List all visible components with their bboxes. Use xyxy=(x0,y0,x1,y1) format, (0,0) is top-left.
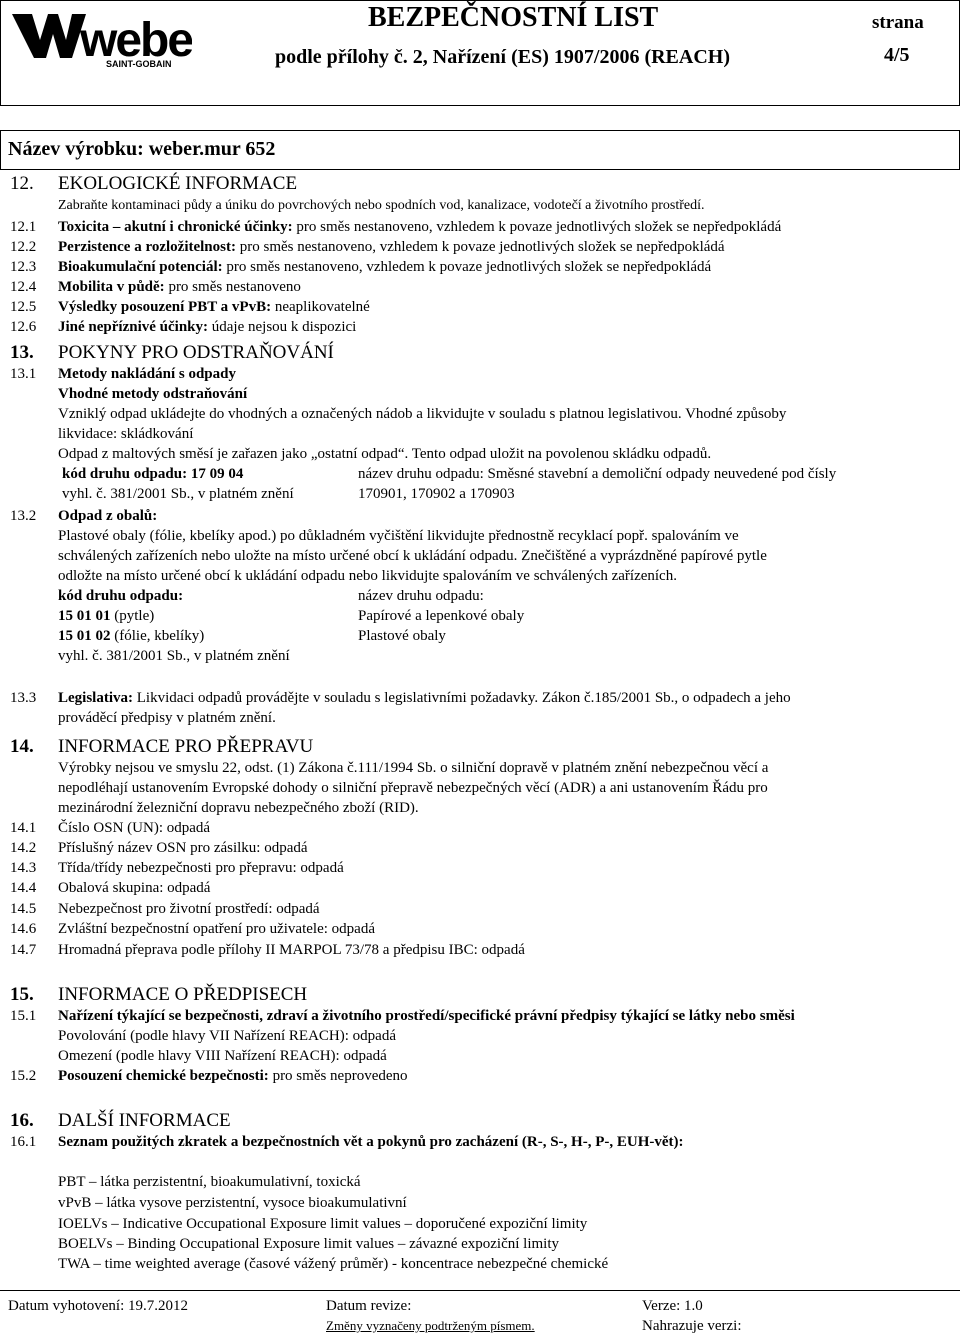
s14-4-num: 14.4 xyxy=(10,880,37,896)
s12-3-num: 12.3 xyxy=(10,259,37,275)
abbr-item: PBT – látka perzistentní, bioakumulativní, toxická xyxy=(58,1174,361,1190)
footer-date-revised: Datum revize: xyxy=(326,1298,412,1314)
s16-title: DALŠÍ INFORMACE xyxy=(58,1110,231,1131)
s13-1-p1b: likvidace: skládkování xyxy=(58,426,194,442)
s13-1-sub: Vhodné metody odstraňování xyxy=(58,386,248,402)
s12-4-num: 12.4 xyxy=(10,279,37,295)
s14-4-text: Obalová skupina: odpadá xyxy=(58,880,211,896)
logo-subtext: SAINT-GOBAIN xyxy=(106,59,172,68)
s15-1-num: 15.1 xyxy=(10,1008,37,1024)
s13-2-row-1-name: Papírové a lepenkové obaly xyxy=(358,608,525,624)
s12-5-num: 12.5 xyxy=(10,299,37,315)
weber-logo xyxy=(10,10,192,68)
s14-2-text: Příslušný název OSN pro zásilku: odpadá xyxy=(58,840,308,856)
abbr-item: TWA – time weighted average (časové vážený průměr) - koncentrace nebezpečné chemické xyxy=(58,1256,609,1272)
page-label: strana xyxy=(872,12,924,33)
s13-1-p1a: Vzniklý odpad ukládejte do vhodných a označených nádob a likvidujte v souladu s platnou legislativou. Vhodné způsoby xyxy=(58,406,787,422)
s14-title: INFORMACE PRO PŘEPRAVU xyxy=(58,736,314,757)
s13-1-title: Metody nakládání s odpady xyxy=(58,366,236,382)
s13-1-vyhl: vyhl. č. 381/2001 Sb., v platném znění xyxy=(62,486,294,502)
s13-1-code-nums: 170901, 170902 a 170903 xyxy=(358,486,515,502)
footer-date-created: Datum vyhotovení: 19.7.2012 xyxy=(8,1298,188,1314)
page-number: 4/5 xyxy=(884,44,910,66)
s12-4-line: Mobilita v půdě: pro směs nestanoveno xyxy=(58,279,301,295)
s14-2-num: 14.2 xyxy=(10,840,37,856)
s12-6-line: Jiné nepříznivé účinky: údaje nejsou k dispozici xyxy=(58,319,357,335)
s16-num: 16. xyxy=(10,1110,34,1131)
s13-num: 13. xyxy=(10,342,34,363)
s13-1-code-name: název druhu odpadu: Směsné stavební a demoliční odpady neuvedené pod čísly xyxy=(358,466,837,482)
s13-2-row-1: 15 01 01 (pytle) xyxy=(58,608,155,624)
logo-text: webe xyxy=(80,14,192,67)
s12-2-line: Perzistence a rozložitelnost: pro směs nestanoveno, vzhledem k povaze jednotlivých složek se nepředpokládá xyxy=(58,239,725,255)
s13-title: POKYNY PRO ODSTRAŇOVÁNÍ xyxy=(58,342,334,363)
s16-1-num: 16.1 xyxy=(10,1134,37,1150)
s13-2-vyhl: vyhl. č. 381/2001 Sb., v platném znění xyxy=(58,648,290,664)
s14-1-num: 14.1 xyxy=(10,820,37,836)
s12-2-num: 12.2 xyxy=(10,239,37,255)
s12-num: 12. xyxy=(10,173,34,194)
s14-3-num: 14.3 xyxy=(10,860,37,876)
s13-2-num: 13.2 xyxy=(10,508,37,524)
s13-2-p3: odložte na místo určené obcí k ukládání odpadu nebo likvidujte spalováním ve schválených zařízeních. xyxy=(58,568,677,584)
s13-2-title: Odpad z obalů: xyxy=(58,508,158,524)
s13-2-row-2-name: Plastové obaly xyxy=(358,628,446,644)
s14-5-num: 14.5 xyxy=(10,901,37,917)
s14-7-text: Hromadná přeprava podle přílohy II MARPOL 73/78 a předpisu IBC: odpadá xyxy=(58,942,525,958)
s12-1-line: Toxicita – akutní i chronické účinky: pro směs nestanoveno, vzhledem k povaze jednotlivých složek se nepředpokládá xyxy=(58,219,782,235)
s14-3-text: Třída/třídy nebezpečnosti pro přepravu: odpadá xyxy=(58,860,344,876)
s12-1-num: 12.1 xyxy=(10,219,37,235)
abbr-item: vPvB – látka vysove perzistentní, vysoce bioakumulativní xyxy=(58,1195,407,1211)
s14-7-num: 14.7 xyxy=(10,942,37,958)
s12-6-num: 12.6 xyxy=(10,319,37,335)
s15-1-title: Nařízení týkající se bezpečnosti, zdraví a životního prostředí/specifické právní předpisy týkající se látky nebo směsi xyxy=(58,1008,795,1024)
s13-3-num: 13.3 xyxy=(10,690,37,706)
s12-intro: Zabraňte kontaminaci půdy a úniku do povrchových nebo spodních vod, kanalizace, vodotečí a životního prostředí. xyxy=(58,198,705,213)
document-subtitle: podle přílohy č. 2, Nařízení (ES) 1907/2006 (REACH) xyxy=(275,46,730,68)
s14-p1: Výrobky nejsou ve smyslu 22, odst. (1) Zákona č.111/1994 Sb. o silniční dopravě v platném znění nebezpečnou věcí a xyxy=(58,760,769,776)
s15-1-l1: Povolování (podle hlavy VII Nařízení REACH): odpadá xyxy=(58,1028,396,1044)
s13-2-p2: schválených zařízeních nebo uložte na místo určené obcí k ukládání odpadu. Znečištěné a vyprázdněné papírové pytle xyxy=(58,548,767,564)
s14-1-text: Číslo OSN (UN): odpadá xyxy=(58,820,211,836)
s14-6-num: 14.6 xyxy=(10,921,37,937)
footer-version: Verze: 1.0 xyxy=(642,1298,703,1314)
abbr-item: IOELVs – Indicative Occupational Exposure limit values – doporučené expoziční limity xyxy=(58,1216,588,1232)
s14-5-text: Nebezpečnost pro životní prostředí: odpadá xyxy=(58,901,320,917)
s13-2-code-hdr: kód druhu odpadu: xyxy=(58,588,184,604)
product-name: Název výrobku: weber.mur 652 xyxy=(8,138,276,160)
s13-2-p1: Plastové obaly (fólie, kbelíky apod.) po důkladném vyčištění likvidujte přednostně recyklací popř. spalováním ve xyxy=(58,528,739,544)
s14-p2: nepodléhají ustanovením Evropské dohody o silniční přepravě nebezpečných věcí (ADR) a ani ustanovením Řádu pro xyxy=(58,780,768,796)
s15-num: 15. xyxy=(10,984,34,1005)
s13-3-line: Legislativa: Likvidaci odpadů provádějte v souladu s legislativními požadavky. Zákon č.185/2001 Sb., o odpadech a jeho xyxy=(58,690,791,706)
s14-6-text: Zvláštní bezpečnostní opatření pro uživatele: odpadá xyxy=(58,921,375,937)
s16-1-title: Seznam použitých zkratek a bezpečnostních vět a pokynů pro zacházení (R-, S-, H-, P-, EUH-vět): xyxy=(58,1134,684,1150)
footer-changes-note: Změny vyznačeny podtrženým písmem. xyxy=(326,1318,535,1333)
s14-num: 14. xyxy=(10,736,34,757)
s12-title: EKOLOGICKÉ INFORMACE xyxy=(58,173,298,194)
s13-1-p2: Odpad z maltových směsí je zařazen jako „ostatní odpad“. Tento odpad uložit na povolenou skládku odpadů. xyxy=(58,446,712,462)
s12-3-line: Bioakumulační potenciál: pro směs nestanoveno, vzhledem k povaze jednotlivých složek se nepředpokládá xyxy=(58,259,712,275)
s12-5-line: Výsledky posouzení PBT a vPvB: neaplikovatelné xyxy=(58,299,370,315)
s13-1-code-label: kód druhu odpadu: 17 09 04 xyxy=(62,466,244,482)
s14-p3: mezinárodní železniční dopravu nebezpečného zboží (RID). xyxy=(58,800,419,816)
s15-1-l2: Omezení (podle hlavy VIII Nařízení REACH): odpadá xyxy=(58,1048,387,1064)
s15-2-num: 15.2 xyxy=(10,1068,37,1084)
s13-2-row-2: 15 01 02 (fólie, kbelíky) xyxy=(58,628,205,644)
s15-title: INFORMACE O PŘEDPISECH xyxy=(58,984,308,1005)
document-title: BEZPEČNOSTNÍ LIST xyxy=(368,2,659,33)
s13-1-num: 13.1 xyxy=(10,366,37,382)
s15-2-line: Posouzení chemické bezpečnosti: pro směs neprovedeno xyxy=(58,1068,408,1084)
footer-divider xyxy=(0,1290,960,1291)
s13-3-line2: prováděcí předpisy v platném znění. xyxy=(58,710,276,726)
abbr-item: BOELVs – Binding Occupational Exposure limit values – závazné expoziční limity xyxy=(58,1236,560,1252)
footer-replaces: Nahrazuje verzi: xyxy=(642,1318,742,1334)
s13-2-name-hdr: název druhu odpadu: xyxy=(358,588,484,604)
